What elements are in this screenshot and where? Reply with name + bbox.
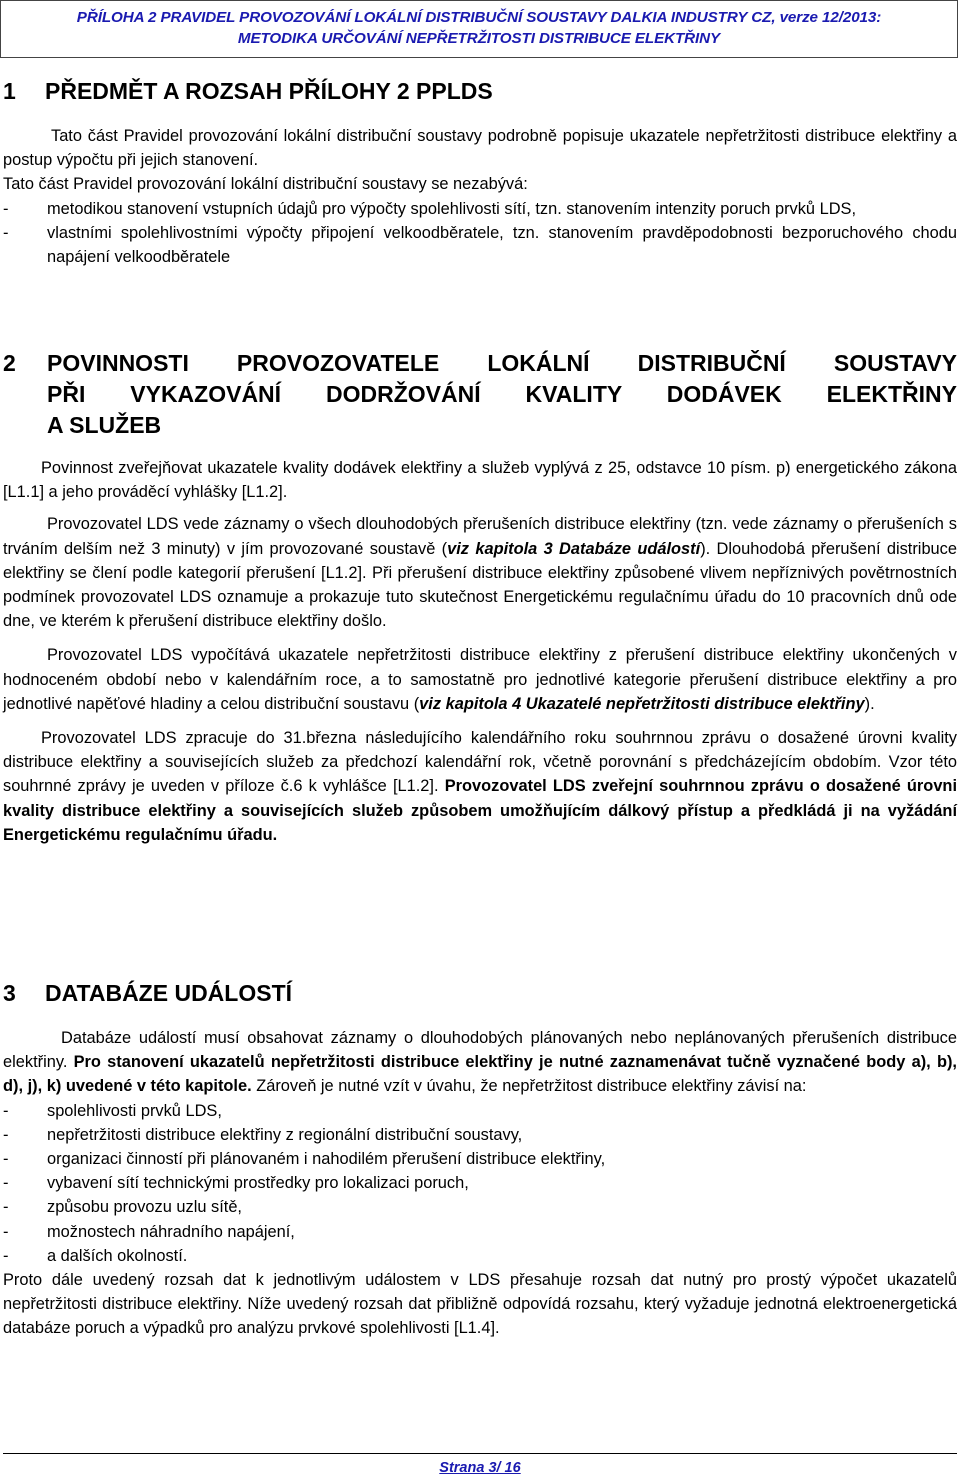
paragraph [3,726,957,847]
section-3-body [3,1026,957,1341]
list-item-text: vlastními spolehlivostními výpočty připojení velkoodběratele, tzn. stanovením pravděpodobnosti bezporuchového chodu napájení velkoodběratele [47,223,957,267]
bullet-dash: - [3,1222,9,1241]
bullet-dash: - [3,1125,9,1144]
list-item [3,1220,957,1244]
list-item-text: možnostech náhradního napájení, [47,1222,295,1241]
section-3 [3,980,957,1007]
section-1-body [3,124,957,269]
paragraph: Proto dále uvedený rozsah dat k jednotlivým událostem v LDS přesahuje rozsah dat nutný pro prostý výpočet ukazatelů nepřetržitosti distribuce elektřiny. Níže uvedený rozsah dat přibližně odpovídá rozsahu, který vyžaduje jednotná elektroenergetická databáze poruch a výpadků pro analýzu prvkové spolehlivosti [L1.4]. [3,1271,957,1338]
section-number: 1 [3,78,16,104]
bullet-dash: - [3,1101,9,1120]
bullet-dash: - [3,1150,9,1169]
bold-text-run: Pro stanovení ukazatelů nepřetržitosti distribuce elektřiny je nutné zaznamenávat tučně vyznačené body a), b), d), j), k) uvedené v této kapitole. [3,1053,957,1096]
footer-divider [3,1453,957,1454]
header-line-1: PŘÍLOHA 2 PRAVIDEL PROVOZOVÁNÍ LOKÁLNÍ DISTRIBUČNÍ SOUSTAVY DALKIA INDUSTRY CZ, verze 12/2013: [76,9,882,26]
section-number: 3 [3,980,16,1006]
section-2 [3,348,957,441]
text-run: ). Dlouhodobá přerušení distribuce elektřiny se člení podle kategorií přerušení [L1.2]. Při přerušení distribuce elektřiny způsobené vlivem nepříznivých povětrnostních podmínek provozovatel LDS oznamuje a prokazuje tuto skutečnost Energetickému regulačnímu úřadu do 10 pracovních dnů ode dne, ve kterém k přerušení distribuce elektřiny došlo. [3,539,957,631]
section-title: DATABÁZE UDÁLOSTÍ [45,980,293,1006]
list-item-text: a dalších okolností. [47,1246,188,1265]
chapter-reference: viz kapitola 4 Ukazatelé nepřetržitosti distribuce elektřiny [419,694,865,713]
section-3-heading [3,980,957,1007]
bullet-dash: - [3,199,9,218]
list-item [3,221,957,269]
paragraph [3,1026,957,1099]
section-number: 2 [3,350,16,376]
list-item-text: vybavení sítí technickými prostředky pro lokalizaci poruch, [47,1174,469,1193]
document-header [0,0,958,58]
paragraph: Povinnost zveřejňovat ukazatele kvality dodávek elektřiny a služeb vyplývá z 25, odstavce 10 písm. p) energetického zákona [L1.1] a jeho prováděcí vyhlášky [L1.2]. [3,459,957,502]
paragraph [3,643,957,716]
list-item [3,1147,957,1171]
paragraph: Tato část Pravidel provozování lokální distribuční soustavy se nezabývá: [3,175,528,194]
list-item [3,1099,957,1123]
bold-text-run: Provozovatel LDS zveřejní souhrnnou zprávu o dosažené úrovni kvality distribuce elektřiny a souvisejících služeb způsobem umožňujícím dálkový přístup a předkládá ji na vyžádání Energetickému regulačnímu úřadu. [3,777,957,844]
list-item-text: spolehlivosti prvků LDS, [47,1101,222,1120]
section-title: PŘEDMĚT A ROZSAH PŘÍLOHY 2 PPLDS [45,78,493,104]
list-item [3,1244,957,1268]
page-number: Strana 3/ 16 [439,1460,521,1476]
text-run: Provozovatel LDS vede záznamy o všech dlouhodobých přerušeních distribuce elektřiny (tzn. vede záznamy o přerušeních s trváním delším než 3 minuty) v jím provozované soustavě ( [3,515,957,558]
page-footer [0,1460,960,1476]
list-item [3,1195,957,1219]
paragraph: Tato část Pravidel provozování lokální distribuční soustavy podrobně popisuje ukazatele nepřetržitosti distribuce elektřiny a postup výpočtu při jejich stanovení. [3,127,957,170]
bullet-dash: - [3,1174,9,1193]
section-title-line-3: A SLUŽEB [47,412,162,438]
section-2-heading [3,348,957,441]
paragraph [3,512,957,633]
bullet-dash: - [3,1246,9,1265]
text-run: Databáze událostí musí obsahovat záznamy o dlouhodobých plánovaných nebo neplánovaných přerušeních distribuce elektřiny. [3,1029,957,1072]
text-run: Provozovatel LDS zpracuje do 31.března následujícího kalendářního roku souhrnnou zprávu o dosažené úrovni kvality distribuce elektřiny a souvisejících služeb za předchozí kalendářní rok, včetně porovnání s předcházejícím obdobím. Vzor této souhrnné zprávy je uveden v příloze č.6 k vyhlášce [L1.2]. [3,729,957,796]
list-item [3,1171,957,1195]
text-run: ). [864,694,875,713]
text-run: Zároveň je nutné vzít v úvahu, že nepřetržitost distribuce elektřiny závisí na: [251,1077,807,1096]
list-item [3,197,957,221]
section-title-line-1: POVINNOSTI PROVOZOVATELE LOKÁLNÍ DISTRIBUČNÍ SOUSTAVY [47,350,957,376]
list-item-text: nepřetržitosti distribuce elektřiny z regionální distribuční soustavy, [47,1125,523,1144]
bullet-dash: - [3,223,9,242]
list-item-text: způsobu provozu uzlu sítě, [47,1198,242,1217]
chapter-reference: viz kapitola 3 Databáze událostí [447,539,701,558]
text-run: Provozovatel LDS vypočítává ukazatele nepřetržitosti distribuce elektřiny z přerušení distribuce elektřiny ukončených v hodnoceném období nebo v kalendářním roce, a to samostatně pro jednotlivé kategorie přerušení distribuce elektřiny a pro jednotlivé napěťové hladiny a celou distribuční soustavu ( [3,646,957,713]
section-2-body [3,456,957,847]
bullet-dash: - [3,1198,9,1217]
section-1 [3,78,957,105]
section-title-line-2: PŘI VYKAZOVÁNÍ DODRŽOVÁNÍ KVALITY DODÁVEK ELEKTŘINY [47,381,957,407]
list-item-text: organizaci činností při plánovaném i nahodilém přerušení distribuce elektřiny, [47,1150,606,1169]
header-line-2: METODIKA URČOVÁNÍ NEPŘETRŽITOSTI DISTRIBUCE ELEKTŘINY [237,30,721,47]
list-item [3,1123,957,1147]
section-1-heading [3,78,957,105]
list-item-text: metodikou stanovení vstupních údajů pro výpočty spolehlivosti sítí, tzn. stanovením intenzity poruch prvků LDS, [47,199,857,218]
